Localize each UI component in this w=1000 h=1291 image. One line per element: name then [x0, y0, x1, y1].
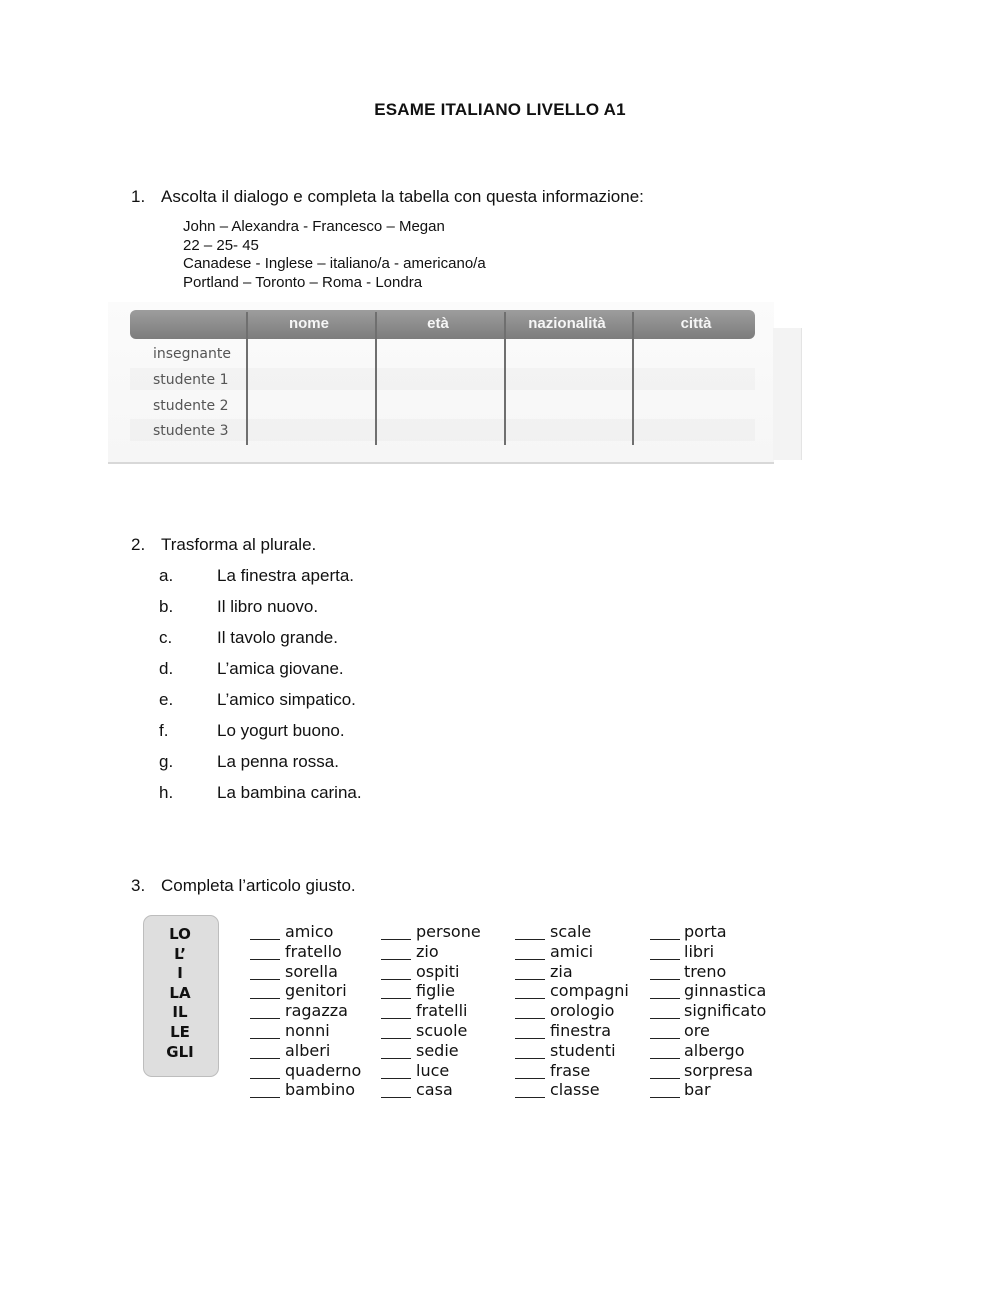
exercise-word: sedie: [416, 1040, 459, 1060]
list-text: Lo yogurt buono.: [217, 721, 345, 740]
answer-blank[interactable]: [250, 1018, 280, 1019]
question-number: 1.: [131, 187, 146, 206]
info-line: 22 – 25- 45: [183, 236, 259, 254]
exercise-word: albergo: [684, 1040, 745, 1060]
list-text: Il libro nuovo.: [217, 597, 319, 616]
question-2: [131, 535, 316, 555]
article-label: LE: [170, 1023, 190, 1041]
info-block: [183, 218, 486, 292]
answer-blank[interactable]: [650, 1038, 680, 1039]
table-divider: [504, 312, 506, 445]
answer-blank[interactable]: [250, 998, 280, 999]
exercise-word: fratelli: [416, 1001, 468, 1021]
answer-blank[interactable]: [650, 939, 680, 940]
exercise-word: compagni: [550, 981, 629, 1001]
list-letter: f.: [159, 721, 169, 740]
exercise-word: treno: [684, 961, 727, 981]
exercise-word: ospiti: [416, 961, 460, 981]
table-divider: [375, 312, 377, 445]
exercise-word: sorpresa: [684, 1060, 754, 1080]
exercise-word: bambino: [285, 1080, 356, 1100]
table-header-cell: nazionalità: [528, 315, 606, 332]
list-letter: h.: [159, 783, 174, 802]
answer-blank[interactable]: [650, 979, 680, 980]
exercise-word: amici: [550, 941, 594, 961]
list-text: L’amico simpatico.: [217, 690, 356, 709]
answer-blank[interactable]: [650, 1078, 680, 1079]
article-label: LA: [169, 984, 191, 1002]
table-row-label: studente 2: [153, 398, 229, 414]
answer-blank[interactable]: [250, 1058, 280, 1059]
list-letter: a.: [159, 566, 174, 585]
answer-blank[interactable]: [381, 1058, 411, 1059]
list-text: La penna rossa.: [217, 752, 339, 771]
answer-blank[interactable]: [250, 1038, 280, 1039]
exercise-word: casa: [416, 1080, 453, 1100]
answer-blank[interactable]: [515, 939, 545, 940]
list-letter: e.: [159, 690, 174, 709]
exercise-word: ragazza: [285, 1001, 348, 1021]
list-letter: d.: [159, 659, 174, 678]
exercise-word: ore: [684, 1021, 710, 1040]
exercise-word: scale: [550, 922, 592, 941]
article-label: L’: [174, 945, 186, 963]
question-number: 3.: [131, 876, 146, 895]
scan-edge: [773, 328, 802, 460]
exercise-word: sorella: [285, 961, 338, 981]
answer-blank[interactable]: [381, 998, 411, 999]
exercise-word: studenti: [550, 1040, 616, 1060]
question-3: [131, 876, 356, 896]
info-line: Canadese - Inglese – italiano/a - americano/a: [183, 255, 486, 272]
exercise-word: luce: [416, 1060, 450, 1080]
list-text: Il tavolo grande.: [217, 628, 338, 647]
exercise-word: nonni: [285, 1021, 330, 1040]
exercise-word: ginnastica: [684, 981, 767, 1001]
question-text: Trasforma al plurale.: [161, 535, 317, 554]
article-label: GLI: [166, 1043, 194, 1061]
exercise-word: genitori: [285, 981, 347, 1001]
answer-blank[interactable]: [381, 1097, 411, 1098]
exercise-word: porta: [684, 922, 727, 941]
exercise-word: classe: [550, 1080, 600, 1100]
exercise-word: orologio: [550, 1001, 615, 1021]
answer-blank[interactable]: [250, 1078, 280, 1079]
answer-blank[interactable]: [650, 1097, 680, 1098]
answer-blank[interactable]: [515, 1038, 545, 1039]
list-letter: c.: [159, 628, 173, 647]
exercise-word: figlie: [416, 981, 455, 1001]
answer-blank[interactable]: [515, 1018, 545, 1019]
exercise-word: zia: [550, 961, 573, 981]
info-line: Portland – Toronto – Roma - Londra: [183, 273, 423, 291]
exercise-word: frase: [550, 1060, 591, 1080]
exercise-word: libri: [684, 941, 715, 961]
exercise-word: fratello: [285, 941, 342, 961]
question-text: Completa l’articolo giusto.: [161, 876, 356, 895]
answer-blank[interactable]: [250, 959, 280, 960]
info-line: John – Alexandra - Francesco – Megan: [183, 218, 445, 235]
exercise-word: quaderno: [285, 1060, 362, 1080]
question-1: [131, 187, 644, 207]
answer-blank[interactable]: [381, 1018, 411, 1019]
answer-blank[interactable]: [250, 979, 280, 980]
answer-blank[interactable]: [250, 1097, 280, 1098]
list-letter: g.: [159, 752, 174, 771]
table-row-label: insegnante: [153, 346, 231, 362]
exercise-word: amico: [285, 922, 334, 941]
table-header-cell: nome: [288, 315, 329, 332]
answer-blank[interactable]: [381, 939, 411, 940]
article-label: I: [177, 964, 183, 982]
question-number: 2.: [131, 535, 146, 554]
table-header-cell: età: [427, 315, 449, 332]
answer-blank[interactable]: [650, 998, 680, 999]
answer-blank[interactable]: [381, 959, 411, 960]
answer-blank[interactable]: [650, 959, 680, 960]
answer-blank[interactable]: [381, 1078, 411, 1079]
answer-blank[interactable]: [250, 939, 280, 940]
answer-blank[interactable]: [515, 1078, 545, 1079]
answer-blank[interactable]: [381, 1038, 411, 1039]
page-title: ESAME ITALIANO LIVELLO A1: [374, 100, 626, 119]
exercise-word: scuole: [416, 1021, 468, 1040]
answer-blank[interactable]: [515, 1097, 545, 1098]
list-letter: b.: [159, 597, 174, 616]
exercise-word: zio: [416, 941, 439, 961]
table-divider: [632, 312, 634, 445]
question-text: Ascolta il dialogo e completa la tabella con questa informazione:: [161, 187, 644, 206]
exercise-word: finestra: [550, 1021, 612, 1040]
table-row-label: studente 1: [153, 372, 229, 388]
list-text: L’amica giovane.: [217, 659, 344, 678]
table-row-label: studente 3: [153, 423, 229, 439]
exercise-word: alberi: [285, 1040, 331, 1060]
article-label: LO: [169, 925, 191, 943]
answer-blank[interactable]: [381, 979, 411, 980]
list-text: La bambina carina.: [217, 783, 362, 802]
answer-blank[interactable]: [515, 998, 545, 999]
answer-blank[interactable]: [650, 1018, 680, 1019]
article-label: IL: [172, 1003, 188, 1021]
answer-blank[interactable]: [515, 959, 545, 960]
exercise-word: persone: [416, 922, 481, 941]
list-text: La finestra aperta.: [217, 566, 355, 585]
answer-blank[interactable]: [650, 1058, 680, 1059]
answer-blank[interactable]: [515, 1058, 545, 1059]
exercise-word: bar: [684, 1080, 711, 1100]
answer-blank[interactable]: [515, 979, 545, 980]
table-divider: [246, 312, 248, 445]
exercise-word: significato: [684, 1001, 767, 1021]
table-header-cell: città: [680, 315, 712, 332]
